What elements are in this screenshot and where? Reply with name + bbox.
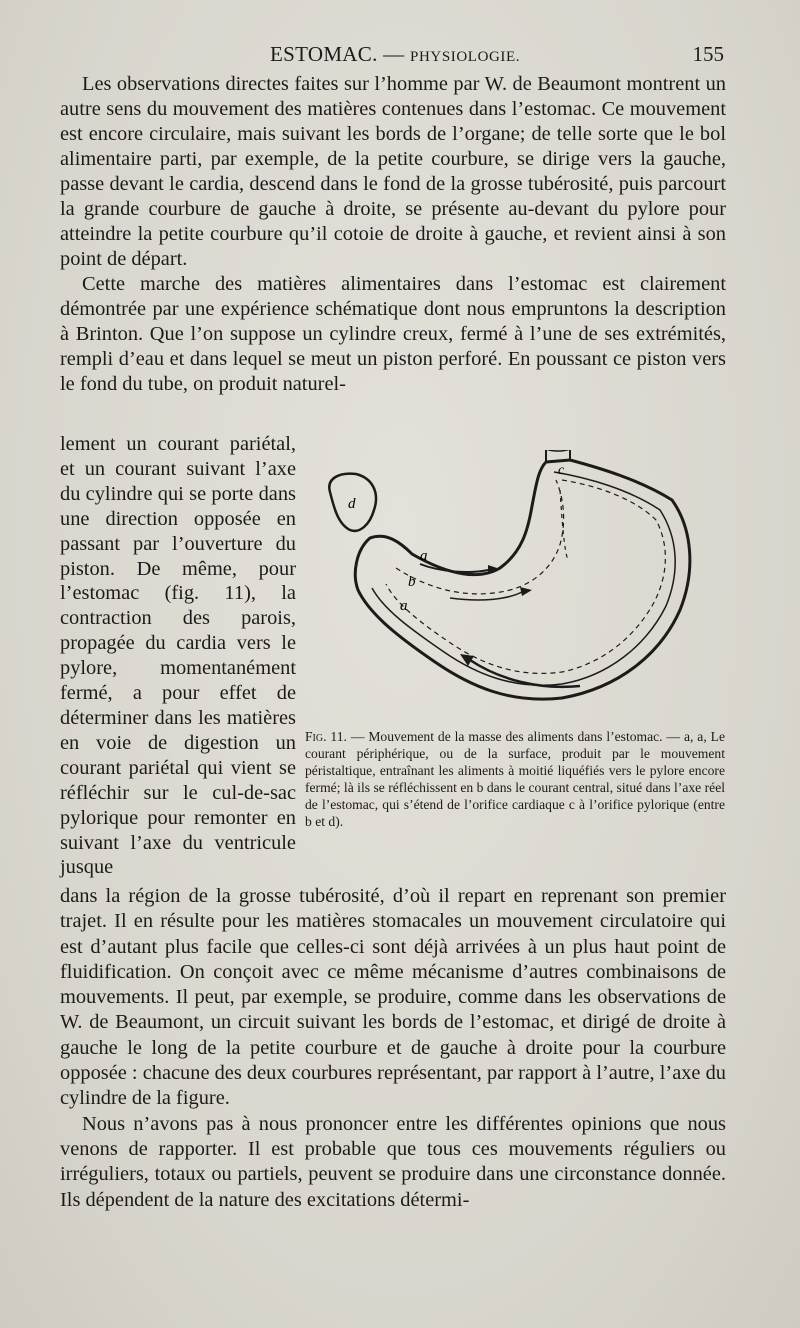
label-a-lower: a [400,598,408,614]
peripheral-current-dashed [386,480,665,673]
arrowhead-middle [520,587,532,596]
label-a-upper: a [420,548,428,564]
central-current-dashed [396,480,564,594]
paragraph-continuation: dans la région de la grosse tubérosité, d’où il repart en reprenant son premier trajet. Il en résulte pour les matières stomacales un mouvement circulatoire qui est d’autant plus facile que celles-ci sont déjà arrivées à un plus haut point de fluidification. On conçoit avec ce même mécanisme d’autres combinaisons de mouvements. Il peut, par exemple, se produire, comme dans les observations de W. de Beaumont, un circuit suivant les bords de l’estomac, et dirigé de droite à gauche le long de la petite courbure et de gauche à droite pour la courbure opposée : chacune des deux courbures représentant, par rapport à l’autre, l’axe du cylindre de la figure. [60,885,726,1110]
body-text-bottom [60,884,726,1213]
cardiac-opening [546,450,570,451]
label-c: c [558,463,565,478]
figure-caption-text: — Mouvement de la masse des aliments dans l’estomac. — a, a, Le courant périphérique, ou de la surface, produit par le mouvement péristaltique, entraînant les aliments à moitié liquéfiés vers le pylore encore fermé; là ils se réfléchissent en b dans le courant central, situé dans l’axe réel de l’estomac, qui s’étend de l’orifice cardiaque c à l’orifice pylorique (entre b et d). [305,729,725,829]
running-head-main: ESTOMAC. [270,42,378,66]
page-number: 155 [692,42,724,66]
arrow-line-middle [450,592,522,600]
axis-current-dashed [560,490,568,560]
body-text-top [60,72,726,397]
stomach-outer-wall [355,460,690,699]
figure-caption [305,728,725,830]
label-d: d [348,496,356,512]
stomach-illustration [300,450,728,710]
arrow-line-upper [420,564,488,572]
stomach-inner-wall [372,472,675,685]
label-b: b [408,574,416,590]
paragraph-beaumont: Les observations directes faites sur l’homme par W. de Beaumont montrent un autre sens du mouvement des matières contenues dans l’estomac. Ce mouvement est encore circulaire, mais suivant les bords de l’organe; de telle sorte que le bol alimentaire parti, par exemple, de la petite courbure, se dirige vers la gauche, passe devant le cardia, descend dans le fond de la grosse tubérosité, puis parcourt la grande courbure de gauche à droite, se présente au-devant du pylore pour atteindre la petite courbure qu’il cotoie de droite à gauche, et revient ainsi à son point de départ. [60,73,726,270]
paragraph-conclusion: Nous n’avons pas à nous prononcer entre les différentes opinions que nous venons de rapporter. Il est probable que tous ces mouvements réguliers ou irréguliers, totaux ou partiels, peuvent se produire dans une circonstance donnée. Ils dépendent de la nature des excitations détermi- [60,1112,726,1211]
arrow-line-lower [470,660,580,687]
running-head-sub: PHYSIOLOGIE. [410,49,521,65]
running-head [270,42,520,67]
running-head-separator: — [377,42,411,66]
page-header [60,40,728,70]
figure-caption-label: Fig. 11. [305,729,347,744]
body-text-wrap-column: lement un courant pariétal, et un courant suivant l’axe du cylindre qui se porte dans une direction opposée en passant par l’ouverture du piston. De même, pour l’estomac (fig. 11), la contraction des parois, propagée du cardia vers le pylore, momentanément fermé, a pour effet de déterminer dans les matières en voie de digestion un courant pariétal qui vient se réfléchir sur le cul-de-sac pylorique pour remonter en suivant l’axe du ventricule jusque [60,433,296,879]
paragraph-brinton: Cette marche des matières alimentaires dans l’estomac est clairement démontrée par une expérience schématique dont nous empruntons la description à Brinton. Que l’on suppose un cylindre creux, fermé à l’une de ses extrémités, rempli d’eau et dans lequel se meut un piston perforé. En poussant ce piston vers le fond du tube, on produit naturel- [60,273,726,395]
